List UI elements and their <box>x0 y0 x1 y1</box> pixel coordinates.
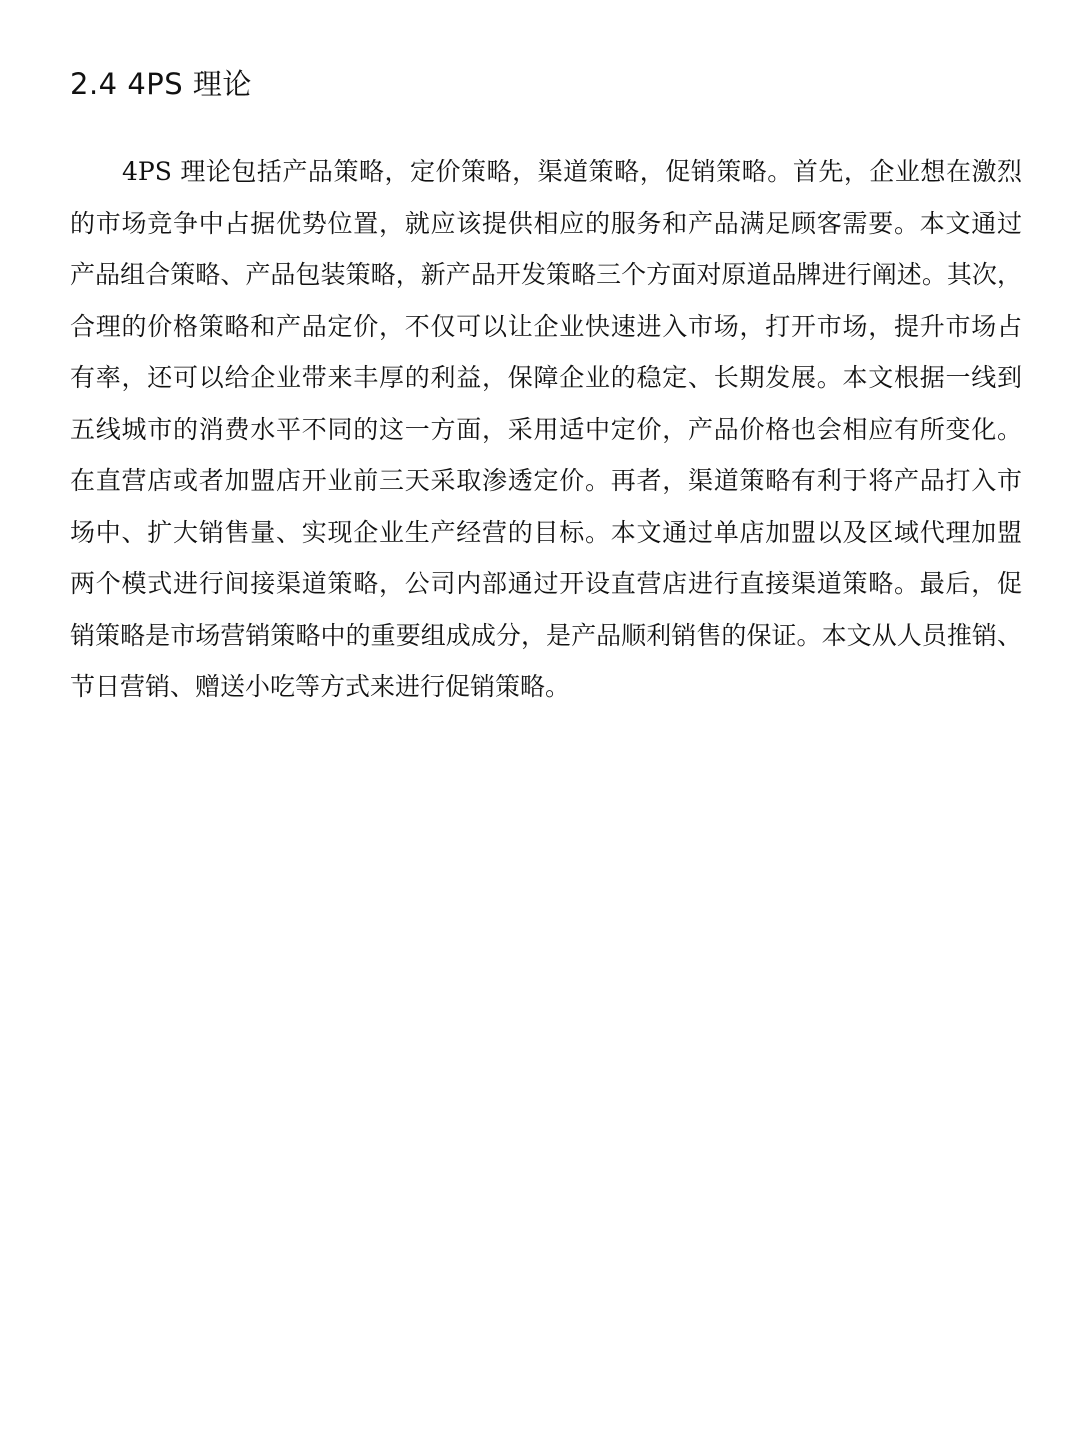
paragraph-line: 产品组合策略、产品包装策略，新产品开发策略三个方面对原道品牌进行阐述。其次， <box>70 260 1022 289</box>
paragraph-line: 场中、扩大销售量、实现企业生产经营的目标。本文通过单店加盟以及区域代理加盟 <box>70 517 1022 547</box>
paragraph-line: 在直营店或者加盟店开业前三天采取渗透定价。再者，渠道策略有利于将产品打入市 <box>70 466 1022 495</box>
paragraph-line: 两个模式进行间接渠道策略，公司内部通过开设直营店进行直接渠道策略。最后，促 <box>70 569 1022 598</box>
body-paragraph <box>70 146 1022 713</box>
paragraph-line: 五线城市的消费水平不同的这一方面，采用适中定价，产品价格也会相应有所变化。 <box>70 414 1022 444</box>
paragraph-line: 4PS 理论包括产品策略，定价策略，渠道策略，促销策略。首先，企业想在激烈 <box>122 157 1022 186</box>
paragraph-line: 有率，还可以给企业带来丰厚的利益，保障企业的稳定、长期发展。本文根据一线到 <box>70 363 1022 392</box>
paragraph-line: 的市场竞争中占据优势位置，就应该提供相应的服务和产品满足顾客需要。本文通过 <box>70 208 1022 238</box>
paragraph-line: 销策略是市场营销策略中的重要组成成分，是产品顺利销售的保证。本文从人员推销、 <box>70 620 1022 650</box>
paragraph-line: 节日营销、赠送小吃等方式来进行促销策略。 <box>70 672 571 701</box>
paragraph-line: 合理的价格策略和产品定价，不仅可以让企业快速进入市场，打开市场，提升市场占 <box>70 311 1022 341</box>
section-heading: 2.4 4PS 理论 <box>70 67 252 101</box>
